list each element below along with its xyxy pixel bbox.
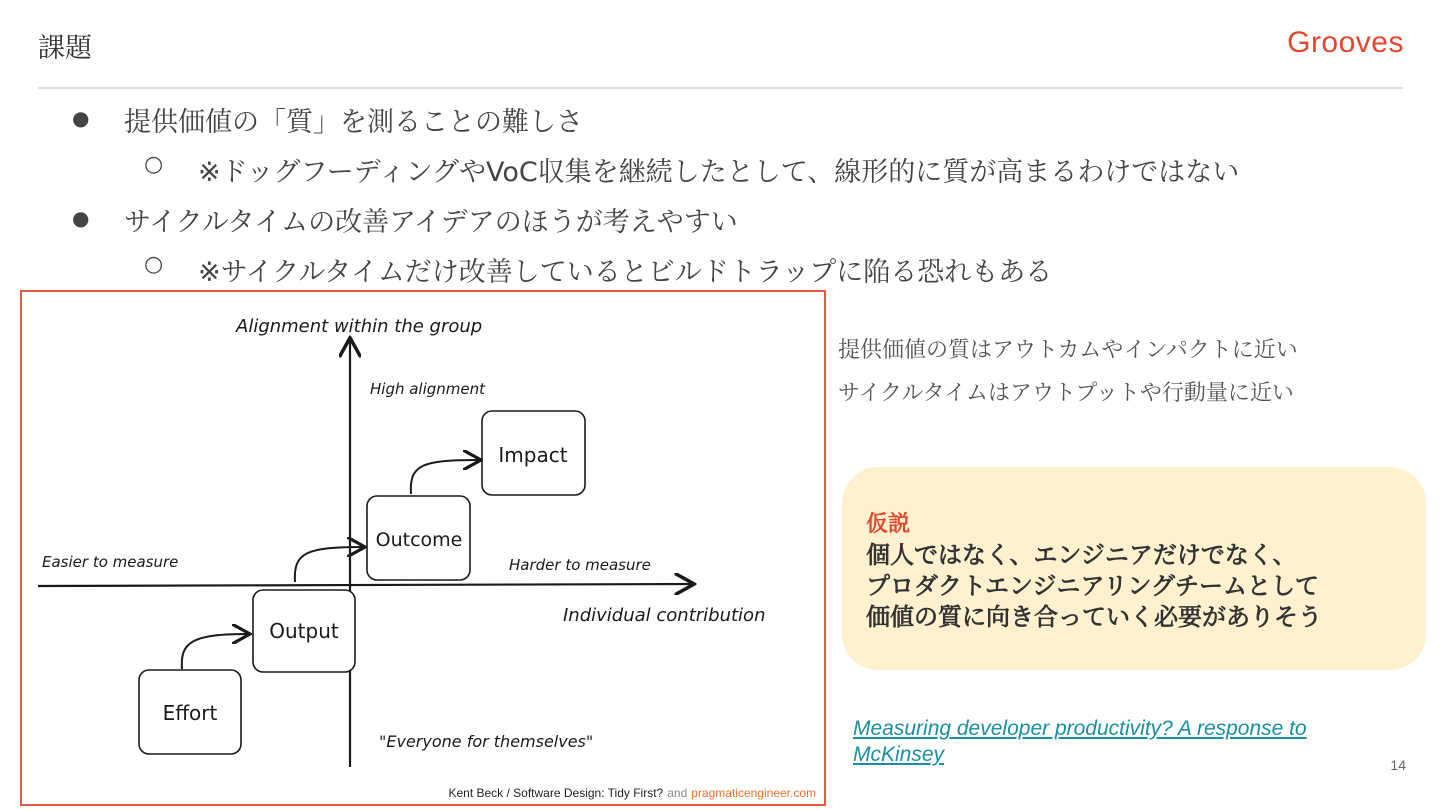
figure-credit [448,786,816,800]
impact-label: Impact [498,443,568,467]
output-label: Output [269,619,339,643]
bullet-item-cycle-time [72,200,738,239]
reference-link[interactable]: Measuring developer productivity? A response to McKinsey [853,717,1307,766]
note-quality-outcome: 提供価値の質はアウトカムやインパクトに近い [838,338,1298,363]
hypothesis-callout [842,467,1426,670]
credit-site: pragmaticengineer.com [691,786,816,800]
effort-label: Effort [162,701,218,725]
high-alignment-label: High alignment [370,380,486,398]
bullet-marker: ● [72,206,90,230]
x-axis-label: Individual contribution [563,605,766,626]
outcome-to-impact-arrow [411,460,479,494]
harder-to-measure-label: Harder to measure [509,556,651,574]
sub-bullet-text: ※サイクルタイムだけ改善しているとビルドトラップに陥る恐れもある [198,257,1053,288]
bullet-text: 提供価値の「質」を測ることの難しさ [124,107,583,138]
everyone-for-themselves-label: "Everyone for themselves" [379,732,594,751]
diagram-canvas [22,292,824,804]
note-cycle-time-output: サイクルタイムはアウトプットや行動量に近い [838,381,1294,406]
hypothesis-line: 個人ではなく、エンジニアだけでなく、 [866,541,1297,569]
hypothesis-line: 価値の質に向き合っていく必要がありそう [866,603,1322,631]
output-to-outcome-arrow [295,547,363,582]
hypothesis-line: プロダクトエンジニアリングチームとして [866,572,1319,600]
sub-bullet-text: ※ドッグフーディングやVoC収集を継続したとして、線形的に質が高まるわけではない [198,157,1240,188]
hypothesis-heading: 仮説 [866,512,911,537]
credit-and: and [667,786,688,800]
bullet-text: サイクルタイムの改善アイデアのほうが考えやすい [124,207,738,238]
slide-title: 課題 [38,33,92,64]
y-axis-label: Alignment within the group [236,316,483,337]
sub-bullet-item-dogfooding [144,150,1240,189]
sub-bullet-marker: ○ [144,152,164,177]
effort-output-outcome-impact-diagram [20,290,826,806]
title-divider [38,87,1403,89]
sub-bullet-marker: ○ [144,252,164,277]
bullet-marker: ● [72,106,90,130]
sub-bullet-item-build-trap [144,250,1053,289]
x-axis [38,584,692,586]
page-number: 14 [1390,757,1406,773]
effort-to-output-arrow [182,634,248,669]
easier-to-measure-label: Easier to measure [42,553,179,571]
grooves-logo: Grooves [1287,26,1404,59]
outcome-label: Outcome [375,529,463,551]
bullet-item-quality-difficulty [72,100,583,139]
credit-author: Kent Beck / Software Design: Tidy First? [448,786,664,800]
